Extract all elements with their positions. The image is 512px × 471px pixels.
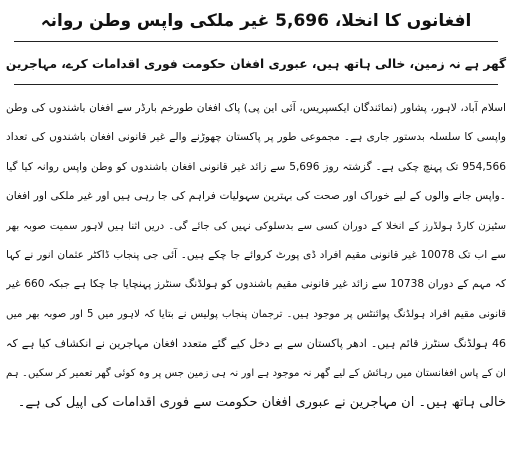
body-line: 46 ہولڈنگ سنٹرز قائم ہیں۔ ادھر پاکستان سے بے دخل کیے گئے متعدد افغان مہاجرین نے انکشاف کیا ہے کہ xyxy=(6,337,506,351)
divider-bottom xyxy=(14,84,498,85)
headline: افغانوں کا انخلا، 5,696 غیر ملکی واپس وطن روانہ xyxy=(40,11,472,31)
body-line: خالی ہاتھ ہیں۔ ان مہاجرین نے عبوری افغان حکومت سے فوری اقدامات کی اپیل کی ہے۔ xyxy=(17,394,506,410)
body-line: کہ مہم کے دوران 10738 سے زائد غیر قانونی مقیم باشندوں کو ہولڈنگ سنٹرز پہنچایا جا چکا ہے جبکہ 660 غیر xyxy=(6,278,506,291)
body-line: قانونی مقیم افراد ہولڈنگ پوائنٹس پر موجود ہیں۔ ترجمان پنجاب پولیس نے بتایا کہ لاہور میں 5 اور صوبہ بھر میں xyxy=(6,308,506,320)
body-line: واپسی کا سلسلہ بدستور جاری ہے۔ مجموعی طور پر پاکستان چھوڑنے والے غیر قانونی افغان باشندوں کی تعداد xyxy=(6,131,506,144)
body-line: سٹیزن کارڈ ہولڈرز کے انخلا کے دوران کسی سے بدسلوکی نہیں کی جائے گی۔ دریں اثنا ہیں لاہور سمیت صوبہ بھر xyxy=(6,220,506,232)
body-line: اسلام آباد، لاہور، پشاور (نمائندگان ایکسپریس، آئی این پی) پاک افغان طورخم بارڈر سے افغان باشندوں کی وطن xyxy=(6,102,506,114)
body-line: 954,566 تک پہنچ چکی ہے۔ گزشتہ روز 5,696 سے زائد غیر قانونی افغان باشندوں کو وطن واپس روانہ کیا گیا xyxy=(6,160,506,173)
body-line: سے اب تک 10078 غیر قانونی مقیم افراد ڈی پورٹ کروائے جا چکے ہیں۔ آئی جی پنجاب ڈاکٹر عثمان انور نے کہا xyxy=(6,248,506,261)
subheadline: گھر ہے نہ زمین، خالی ہاتھ ہیں، عبوری افغان حکومت فوری اقدامات کرے، مہاجرین xyxy=(5,57,507,71)
body-line: ۔واپس جانے والوں کے لیے خوراک اور صحت کی بہترین سہولیات فراہم کی جا رہی ہیں اور غیر ملکی اور افغان xyxy=(6,190,506,203)
article-body xyxy=(6,94,506,417)
body-line: ان کے پاس افغانستان میں رہائش کے لیے گھر نہ موجود ہے اور نہ ہی زمین جس پر وہ کوئی گھر تعمیر کر سکیں۔ ہم xyxy=(6,367,506,379)
divider-top xyxy=(14,41,498,42)
